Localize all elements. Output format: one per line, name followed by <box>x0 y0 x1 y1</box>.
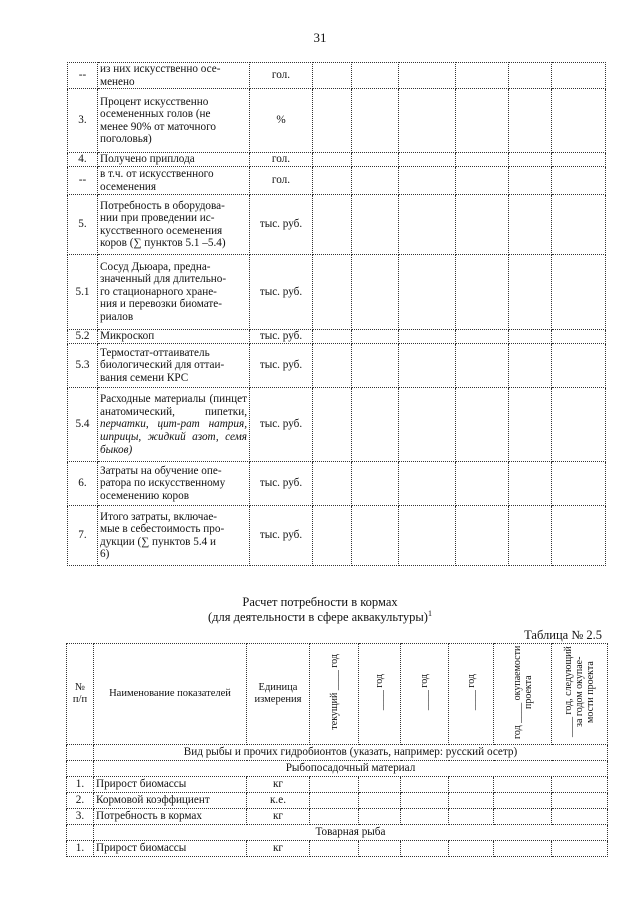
section-row <box>67 825 608 841</box>
header-year-current: текущий ____ год <box>310 644 359 745</box>
section-row <box>67 745 608 761</box>
row-number: -- <box>68 63 98 89</box>
row-unit: тыс. руб. <box>250 388 313 462</box>
table-row <box>68 388 606 462</box>
row-name: Получено приплода <box>98 153 250 167</box>
header-num: № п/п <box>67 644 94 745</box>
table-header-row <box>67 644 608 745</box>
header-name: Наименование показателей <box>94 644 247 745</box>
row-number: 5.2 <box>68 330 98 344</box>
section-heading: Расчет потребности в кормах (для деятельности в сфере аквакультуры)$^1$ <box>208 595 432 624</box>
section-species: Вид рыбы и прочих гидробионтов (указать, например: русский осетр) <box>94 745 608 761</box>
row-unit: тыс. руб. <box>250 195 313 255</box>
row-number: 5.4 <box>68 388 98 462</box>
footnote-mark: 1 <box>427 608 432 618</box>
row-number: 7. <box>68 506 98 566</box>
table-row <box>68 195 606 255</box>
row-name: Процент искусственно осемененных голов (не менее 90% от маточного поголовья) <box>98 89 250 153</box>
row-name: Потребность в кормах <box>94 809 247 825</box>
table-row <box>68 63 606 89</box>
table-row <box>68 506 606 566</box>
header-year-4: ____ год <box>449 644 494 745</box>
row-name: Потребность в оборудова- нии при проведении ис- кусственного осеменения коров (∑ пунктов 5.1 –5.4) <box>98 195 250 255</box>
row-unit: кг <box>247 841 310 857</box>
table-row <box>67 841 608 857</box>
row-unit: тыс. руб. <box>250 344 313 388</box>
row-unit: к.е. <box>247 793 310 809</box>
table-row <box>68 89 606 153</box>
row-unit: тыс. руб. <box>250 255 313 330</box>
row-number: 1. <box>67 841 94 857</box>
row-unit: кг <box>247 809 310 825</box>
row-number: 5. <box>68 195 98 255</box>
row-unit: тыс. руб. <box>250 462 313 506</box>
table-label: Таблица № 2.5 <box>524 628 602 642</box>
table-row <box>68 462 606 506</box>
equipment-table <box>67 62 606 566</box>
row-number: 5.1 <box>68 255 98 330</box>
feed-table <box>66 643 608 857</box>
row-number: 2. <box>67 793 94 809</box>
row-number: 4. <box>68 153 98 167</box>
row-unit: гол. <box>250 153 313 167</box>
section-stock: Рыбопосадочный материал <box>94 761 608 777</box>
table-row <box>67 777 608 793</box>
row-unit: тыс. руб. <box>250 330 313 344</box>
row-unit: кг <box>247 777 310 793</box>
row-name: Кормовой коэффициент <box>94 793 247 809</box>
row-name: из них искусственно осе- менено <box>98 63 250 89</box>
page-number: 31 <box>313 30 327 45</box>
row-name: Итого затраты, включае- мые в себестоимость про- дукции (∑ пунктов 5.4 и 6) <box>98 506 250 566</box>
section-commodity: Товарная рыба <box>94 825 608 841</box>
row-name: Затраты на обучение опе- ратора по искусственному осеменению коров <box>98 462 250 506</box>
table-row <box>68 153 606 167</box>
row-name: Расходные материалы (пинцет анатомический, пипетки, перчатки, цит-рат натрия, шприцы, жидкий азот, семя быков) <box>98 388 250 462</box>
row-name: Термостат-оттаиватель биологический для оттаи- вания семени КРС <box>98 344 250 388</box>
row-number: 1. <box>67 777 94 793</box>
row-name: Сосуд Дьюара, предна- значенный для длительно- го стационарного хране- ния и перевозки биомате- риалов <box>98 255 250 330</box>
table-row <box>68 255 606 330</box>
table-row <box>67 793 608 809</box>
row-number: -- <box>68 167 98 195</box>
row-name: Микроскоп <box>98 330 250 344</box>
table-row <box>67 809 608 825</box>
header-year-3: ____ год <box>401 644 449 745</box>
section-row <box>67 761 608 777</box>
table-row <box>68 344 606 388</box>
row-name: Прирост биомассы <box>94 841 247 857</box>
row-unit: % <box>250 89 313 153</box>
table-row <box>68 330 606 344</box>
row-name: в т.ч. от искусственного осеменения <box>98 167 250 195</box>
header-unit: Единица измерения <box>247 644 310 745</box>
table-row <box>68 167 606 195</box>
row-number: 6. <box>68 462 98 506</box>
row-unit: гол. <box>250 167 313 195</box>
row-number: 5.3 <box>68 344 98 388</box>
row-unit: тыс. руб. <box>250 506 313 566</box>
header-year-after-payback: ____ год, следующий за годом окупае-мости проекта <box>552 644 608 745</box>
row-number: 3. <box>68 89 98 153</box>
row-number: 3. <box>67 809 94 825</box>
row-name: Прирост биомассы <box>94 777 247 793</box>
header-year-2: ____ год <box>359 644 401 745</box>
header-year-payback: год ____ окупаемости проекта <box>494 644 552 745</box>
row-unit: гол. <box>250 63 313 89</box>
